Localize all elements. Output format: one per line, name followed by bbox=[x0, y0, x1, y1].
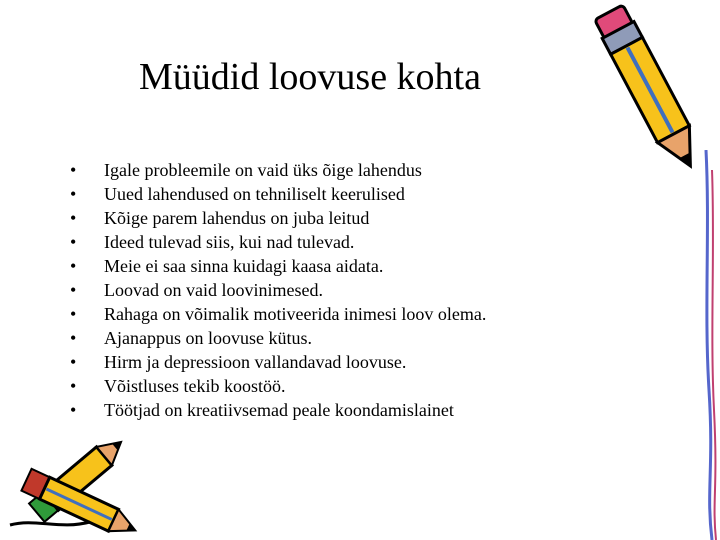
list-item bbox=[70, 158, 486, 182]
bullet-icon: • bbox=[70, 304, 77, 324]
bullet-icon: • bbox=[70, 328, 77, 348]
list-item bbox=[70, 326, 486, 350]
list-item-text: Ideed tulevad siis, kui nad tulevad. bbox=[104, 232, 355, 252]
bullet-icon: • bbox=[70, 376, 77, 396]
list-item bbox=[70, 302, 486, 326]
list-item bbox=[70, 398, 486, 422]
page-curl-decoration bbox=[700, 150, 720, 540]
bullet-icon: • bbox=[70, 160, 77, 180]
slide-title: Müüdid loovuse kohta bbox=[139, 56, 481, 98]
pencils-bottom-left-icon bbox=[0, 430, 150, 540]
list-item-text: Kõige parem lahendus on juba leitud bbox=[104, 208, 370, 228]
bullet-icon: • bbox=[70, 352, 77, 372]
bullet-icon: • bbox=[70, 184, 77, 204]
bullet-icon: • bbox=[70, 232, 77, 252]
list-item-text: Rahaga on võimalik motiveerida inimesi loov olema. bbox=[104, 304, 487, 324]
myth-list bbox=[70, 158, 486, 422]
list-item bbox=[70, 230, 486, 254]
list-item-text: Loovad on vaid loovinimesed. bbox=[104, 280, 323, 300]
list-item-text: Hirm ja depressioon vallandavad loovuse. bbox=[104, 352, 407, 372]
list-item bbox=[70, 278, 486, 302]
bullet-icon: • bbox=[70, 208, 77, 228]
list-item-text: Töötjad on kreatiivsemad peale koondamislainet bbox=[104, 400, 454, 420]
list-item-text: Võistluses tekib koostöö. bbox=[104, 376, 286, 396]
list-item bbox=[70, 182, 486, 206]
bullet-icon: • bbox=[70, 280, 77, 300]
bullet-icon: • bbox=[70, 400, 77, 420]
pencil-top-right-icon bbox=[590, 0, 710, 180]
list-item bbox=[70, 374, 486, 398]
bullet-icon: • bbox=[70, 256, 77, 276]
list-item-text: Ajanappus on loovuse kütus. bbox=[104, 328, 312, 348]
list-item bbox=[70, 206, 486, 230]
list-item bbox=[70, 350, 486, 374]
list-item-text: Uued lahendused on tehniliselt keerulised bbox=[104, 184, 405, 204]
list-item-text: Meie ei saa sinna kuidagi kaasa aidata. bbox=[104, 256, 384, 276]
list-item-text: Igale probleemile on vaid üks õige lahendus bbox=[104, 160, 422, 180]
list-item bbox=[70, 254, 486, 278]
